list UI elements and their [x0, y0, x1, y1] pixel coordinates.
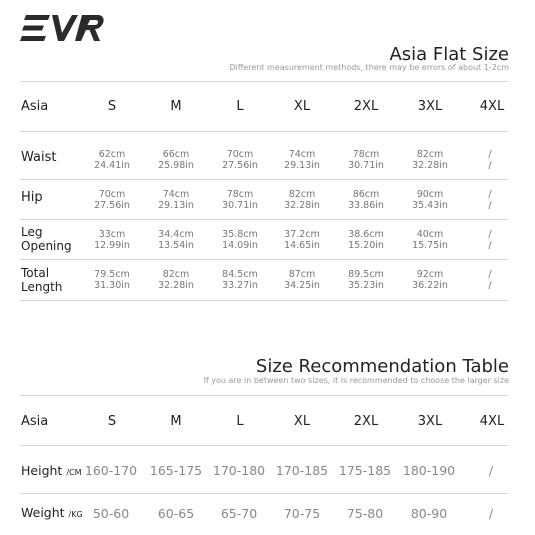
measure-cell: 89.5cm 35.23in: [348, 269, 384, 291]
measure-cell: / /: [488, 189, 492, 211]
header-cell: M: [170, 99, 182, 114]
measure-cell: 79.5cm 31.30in: [94, 269, 130, 291]
header-cell: 2XL: [353, 99, 379, 114]
measure-cell: 82cm 32.28in: [158, 269, 194, 291]
header-cell: M: [170, 414, 182, 429]
measure-cell: 74cm 29.13in: [158, 189, 194, 211]
measure-cell: 84.5cm 33.27in: [222, 269, 258, 291]
header-cell: XL: [293, 414, 311, 429]
measure-cell: 35.8cm 14.09in: [222, 229, 258, 251]
divider: [20, 131, 509, 132]
header-cell: 4XL: [479, 414, 505, 429]
recommendation-cell: 80-90: [410, 506, 448, 521]
measure-cell: / /: [488, 229, 492, 251]
recommendation-cell: 65-70: [220, 506, 258, 521]
measure-cell: 78cm 30.71in: [222, 189, 258, 211]
measure-cell: 82cm 32.28in: [412, 149, 448, 171]
header-cell: 3XL: [417, 414, 443, 429]
row-label-leg-opening: Leg Opening: [21, 225, 72, 253]
row-label-weight: Weight /KG: [21, 505, 83, 520]
measure-cell: 70cm 27.56in: [94, 189, 130, 211]
measure-cell: 37.2cm 14.65in: [284, 229, 320, 251]
measure-cell: 38.6cm 15.20in: [348, 229, 384, 251]
divider: [20, 259, 509, 260]
header-cell: 4XL: [479, 99, 505, 114]
recommendation-cell: 170-185: [275, 463, 329, 478]
measure-cell: 82cm 32.28in: [284, 189, 320, 211]
header-cell: Asia: [21, 99, 49, 114]
measure-cell: 40cm 15.75in: [412, 229, 448, 251]
measure-cell: / /: [488, 269, 492, 291]
measure-cell: 74cm 29.13in: [284, 149, 320, 171]
header-cell: L: [236, 99, 244, 114]
measure-cell: 87cm 34.25in: [284, 269, 320, 291]
recommendation-cell: 60-65: [157, 506, 195, 521]
unit-label: /CM: [66, 468, 82, 477]
recommendation-cell: 160-170: [84, 463, 138, 478]
unit-label: /KG: [68, 510, 83, 519]
row-label-hip: Hip: [21, 190, 43, 205]
header-cell: XL: [293, 99, 311, 114]
header-cell: L: [236, 414, 244, 429]
flat-size-subtitle: Different measurement methods, there may be errors of about 1-2cm: [229, 63, 509, 72]
recommendation-cell: 180-190: [402, 463, 456, 478]
header-cell: 3XL: [417, 99, 443, 114]
recommendation-title: Size Recommendation Table: [255, 356, 509, 377]
recommendation-cell: /: [488, 463, 494, 478]
measure-cell: 66cm 25.98in: [158, 149, 194, 171]
recommendation-cell: 175-185: [338, 463, 392, 478]
measure-cell: 90cm 35.43in: [412, 189, 448, 211]
measure-cell: 33cm 12.99in: [94, 229, 130, 251]
recommendation-cell: 170-180: [212, 463, 266, 478]
measure-cell: 92cm 36.22in: [412, 269, 448, 291]
recommendation-cell: 75-80: [346, 506, 384, 521]
recommendation-cell: 70-75: [283, 506, 321, 521]
header-cell: S: [107, 99, 117, 114]
divider: [20, 493, 509, 494]
measure-cell: 34.4cm 13.54in: [158, 229, 194, 251]
divider: [20, 445, 509, 446]
divider: [20, 300, 509, 301]
recommendation-cell: 165-175: [149, 463, 203, 478]
divider: [20, 81, 509, 82]
header-cell: 2XL: [353, 414, 379, 429]
row-label-total-length: Total Length: [21, 266, 63, 294]
divider: [20, 179, 509, 180]
header-cell: S: [107, 414, 117, 429]
recommendation-cell: /: [488, 506, 494, 521]
measure-cell: 86cm 33.86in: [348, 189, 384, 211]
header-cell: Asia: [21, 414, 49, 429]
divider: [20, 219, 509, 220]
recommendation-cell: 50-60: [92, 506, 130, 521]
recommendation-subtitle: If you are in between two sizes, it is recommended to choose the larger size: [203, 376, 509, 385]
flat-size-title: Asia Flat Size: [389, 44, 509, 65]
row-label-height: Height /CM: [21, 463, 82, 478]
measure-cell: 70cm 27.56in: [222, 149, 258, 171]
evr-logo: [20, 14, 104, 42]
divider: [20, 395, 509, 396]
measure-cell: / /: [488, 149, 492, 171]
row-label-waist: Waist: [21, 150, 57, 165]
measure-cell: 62cm 24.41in: [94, 149, 130, 171]
measure-cell: 78cm 30.71in: [348, 149, 384, 171]
